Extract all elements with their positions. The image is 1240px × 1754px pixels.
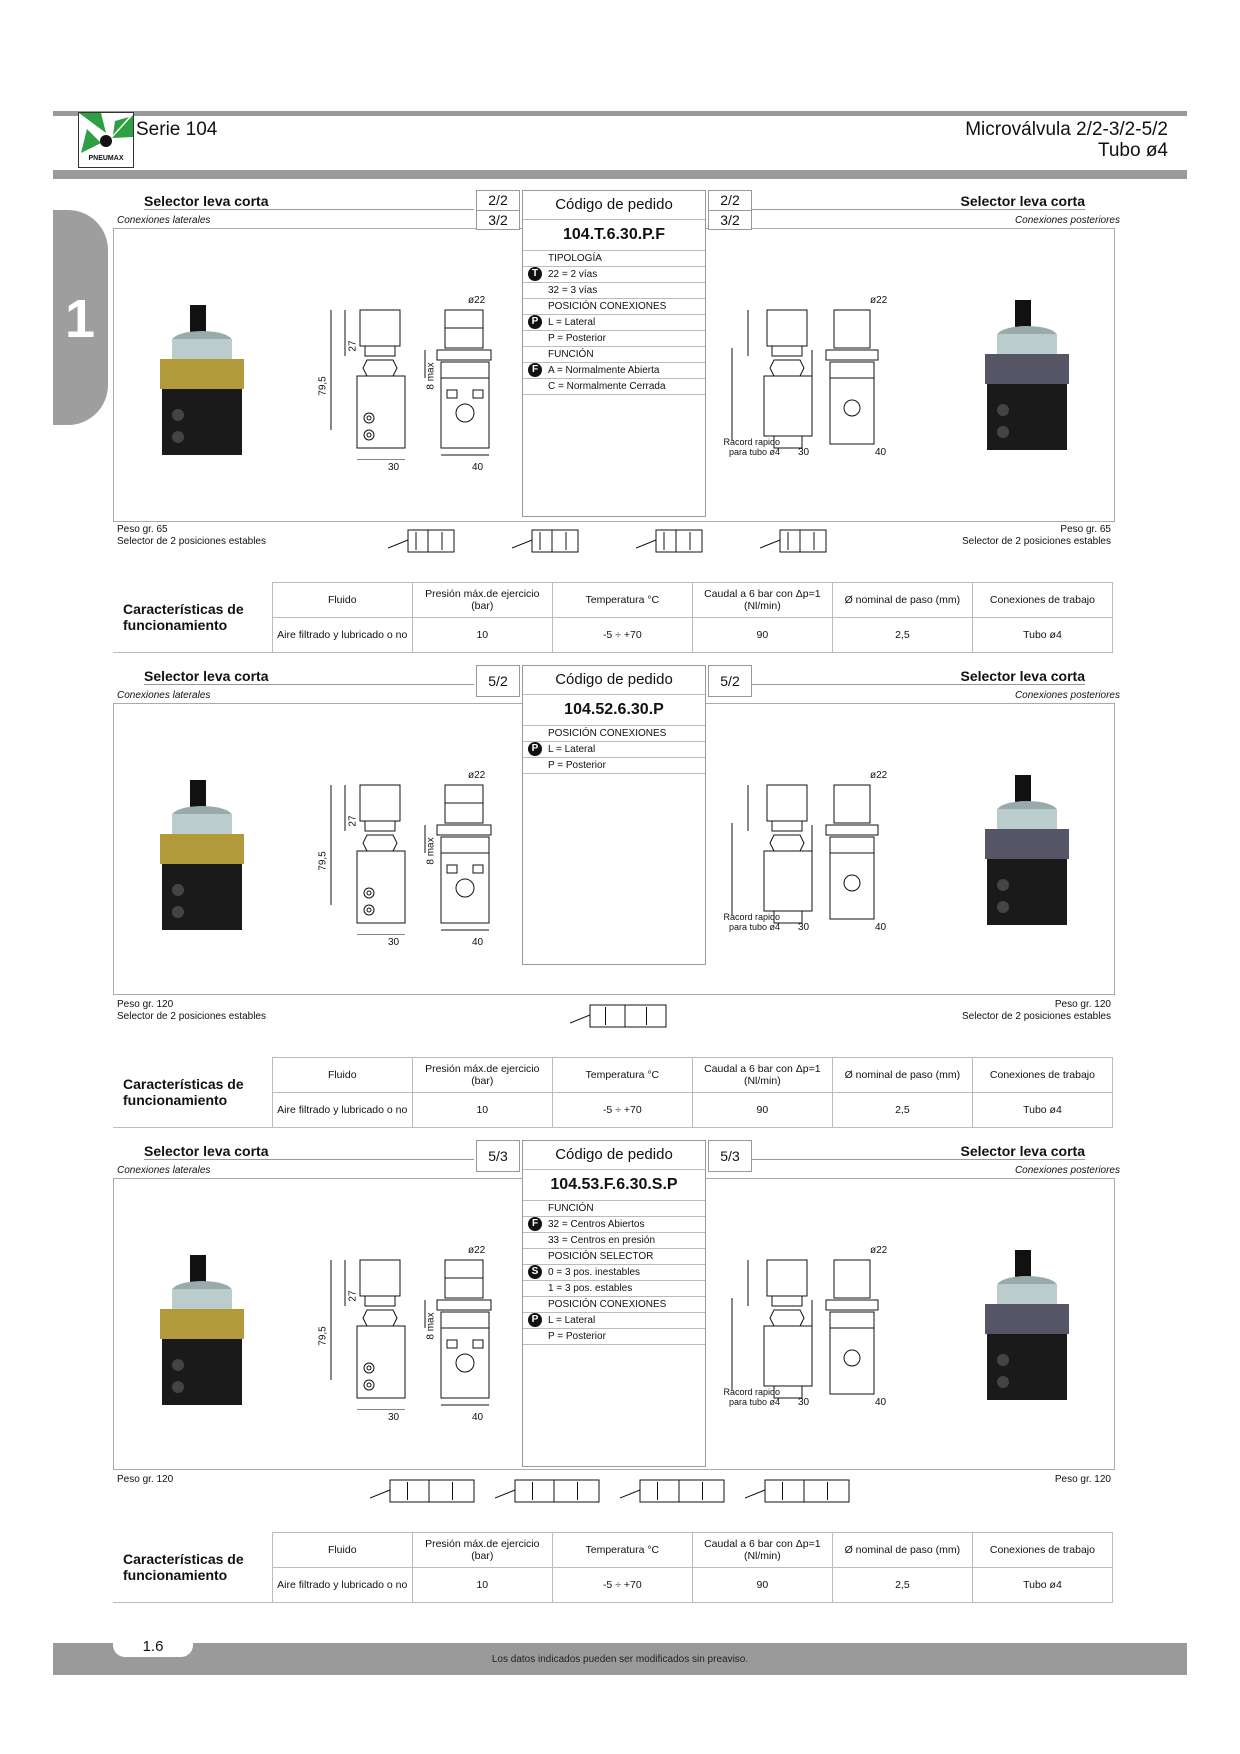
pneumatic-symbol: [388, 520, 468, 560]
option-marker: F: [528, 1217, 542, 1231]
code-option-row: [523, 742, 705, 758]
racord-note: Racord rapido para tubo ø4: [723, 437, 780, 457]
dim-diameter-right: ø22: [870, 295, 888, 306]
dim-max: 8 max: [425, 837, 437, 865]
specs-label: Características de funcionamiento: [113, 1533, 272, 1603]
racord-note: Racord rapido para tubo ø4: [723, 912, 780, 932]
chapter-tab[interactable]: [53, 210, 108, 425]
description-left: Selector de 2 posiciones estables: [117, 536, 266, 547]
code-option-text: 1 = 3 pos. estables: [548, 1283, 633, 1294]
code-option-text: 32 = Centros Abiertos: [548, 1219, 645, 1230]
code-option-text: 32 = 3 vías: [548, 285, 598, 296]
dim-diameter: ø22: [468, 770, 486, 781]
spec-header: Ø nominal de paso (mm): [832, 583, 972, 618]
weight-right: Peso gr. 65: [1060, 524, 1111, 535]
spec-value: Tubo ø4: [972, 1568, 1112, 1603]
dim-width-30-right: 30: [798, 447, 810, 458]
selector-title-right: Selector leva corta: [720, 1143, 1085, 1160]
spec-header: Presión máx.de ejercicio (bar): [412, 1533, 552, 1568]
code-option-text: POSICIÓN CONEXIONES: [548, 301, 667, 312]
code-option-text: FUNCIÓN: [548, 349, 594, 360]
ratio-right-a: 5/2: [720, 673, 740, 689]
option-marker: S: [528, 1265, 542, 1279]
product-photo-posterior: [975, 775, 1085, 935]
spec-value: -5 ÷ +70: [552, 1093, 692, 1128]
description-right: Selector de 2 posiciones estables: [962, 1011, 1111, 1022]
code-option-row: [523, 299, 705, 315]
code-option-row: [523, 315, 705, 331]
ratio-right-b: 3/2: [709, 210, 751, 230]
weight-right: Peso gr. 120: [1054, 1474, 1111, 1485]
selector-title-left: Selector leva corta: [144, 668, 474, 685]
product-photo-lateral: [150, 305, 260, 465]
ratio-left: [476, 665, 520, 697]
code-option-text: TIPOLOGÍA: [548, 253, 602, 264]
code-option-text: C = Normalmente Cerrada: [548, 381, 666, 392]
code-option-text: POSICIÓN CONEXIONES: [548, 1299, 667, 1310]
ratio-left-a: 5/3: [488, 1148, 508, 1164]
connections-right: Conexiones posteriores: [1014, 215, 1120, 226]
page-number: 1.6: [113, 1637, 193, 1657]
spec-header: Caudal a 6 bar con Δp=1 (Nl/min): [692, 1533, 832, 1568]
order-code-title: Código de pedido: [523, 666, 705, 695]
specs-label: Características de funcionamiento: [113, 583, 272, 653]
connections-left: Conexiones laterales: [117, 1165, 211, 1176]
dim-height-795: 79,5: [317, 376, 329, 396]
spec-value: 10: [412, 618, 552, 653]
pneumatic-symbol: [495, 1470, 613, 1510]
specs-table: [113, 1057, 1113, 1128]
product-photo-posterior: [975, 1250, 1085, 1410]
dimension-drawing-lateral: [305, 290, 505, 460]
code-option-row: [523, 267, 705, 283]
spec-value: 10: [412, 1568, 552, 1603]
code-option-text: L = Lateral: [548, 744, 596, 755]
product-title-line2: Tubo ø4: [1097, 140, 1168, 161]
code-option-text: P = Posterior: [548, 760, 606, 771]
dim-width-30-right: 30: [798, 1397, 810, 1408]
code-option-row: [523, 726, 705, 742]
code-option-row: [523, 379, 705, 395]
header-bottom-bar: [53, 170, 1187, 179]
spec-header: Ø nominal de paso (mm): [832, 1533, 972, 1568]
code-option-text: P = Posterior: [548, 333, 606, 344]
order-code-box: [522, 1140, 706, 1467]
spec-value: Aire filtrado y lubricado o no: [272, 1093, 412, 1128]
order-code-title: Código de pedido: [523, 191, 705, 220]
order-code-box: [522, 665, 706, 965]
selector-title-right: Selector leva corta: [720, 193, 1085, 210]
option-marker: P: [528, 742, 542, 756]
pneumatic-symbol: [760, 520, 840, 560]
weight-right: Peso gr. 120: [1054, 999, 1111, 1010]
spec-header: Ø nominal de paso (mm): [832, 1058, 972, 1093]
pneumatic-symbol: [570, 995, 680, 1035]
spec-value: Aire filtrado y lubricado o no: [272, 618, 412, 653]
order-code-value: 104.T.6.30.P.F: [523, 220, 705, 251]
dim-height-795: 79,5: [317, 1326, 329, 1346]
pneumatic-symbol: [745, 1470, 863, 1510]
specs-label: Características de funcionamiento: [113, 1058, 272, 1128]
code-option-row: [523, 363, 705, 379]
code-option-text: POSICIÓN CONEXIONES: [548, 728, 667, 739]
dim-width-30: 30: [388, 937, 400, 948]
dim-width-40: 40: [472, 937, 484, 948]
spec-header: Presión máx.de ejercicio (bar): [412, 583, 552, 618]
product-photo-posterior: [975, 300, 1085, 460]
code-option-text: 0 = 3 pos. inestables: [548, 1267, 641, 1278]
pneumatic-symbol: [620, 1470, 738, 1510]
spec-value: 90: [692, 1568, 832, 1603]
spec-value: 2,5: [832, 618, 972, 653]
spec-header: Caudal a 6 bar con Δp=1 (Nl/min): [692, 583, 832, 618]
code-option-text: POSICIÓN SELECTOR: [548, 1251, 654, 1262]
code-option-row: [523, 1281, 705, 1297]
dim-width-30: 30: [388, 1412, 400, 1423]
spec-header: Conexiones de trabajo: [972, 1533, 1112, 1568]
code-option-text: L = Lateral: [548, 317, 596, 328]
code-option-text: 22 = 2 vías: [548, 269, 598, 280]
code-option-text: FUNCIÓN: [548, 1203, 594, 1214]
code-option-row: [523, 758, 705, 774]
spec-value: 90: [692, 618, 832, 653]
option-marker: T: [528, 267, 542, 281]
ratio-left-a: 5/2: [488, 673, 508, 689]
spec-value: 2,5: [832, 1568, 972, 1603]
code-option-text: P = Posterior: [548, 1331, 606, 1342]
order-code-title: Código de pedido: [523, 1141, 705, 1170]
spec-header: Fluido: [272, 1058, 412, 1093]
product-photo-lateral: [150, 780, 260, 940]
option-marker: P: [528, 1313, 542, 1327]
code-option-row: [523, 1313, 705, 1329]
spec-value: -5 ÷ +70: [552, 1568, 692, 1603]
dimension-drawing-posterior: [712, 765, 882, 935]
code-option-row: [523, 283, 705, 299]
order-code-value: 104.53.F.6.30.S.P: [523, 1170, 705, 1201]
spec-header: Fluido: [272, 1533, 412, 1568]
specs-table: [113, 582, 1113, 653]
description-right: Selector de 2 posiciones estables: [962, 536, 1111, 547]
code-option-row: [523, 1233, 705, 1249]
dimension-drawing-lateral: [305, 1240, 505, 1410]
dim-width-40-right: 40: [875, 447, 887, 458]
ratio-right: [708, 1140, 752, 1172]
spec-header: Conexiones de trabajo: [972, 583, 1112, 618]
spec-header: Temperatura °C: [552, 1533, 692, 1568]
dim-height-27: 27: [347, 340, 359, 352]
order-code-box: [522, 190, 706, 517]
dimension-drawing-posterior: [712, 1240, 882, 1410]
pneumatic-symbol: [512, 520, 592, 560]
connections-right: Conexiones posteriores: [1014, 690, 1120, 701]
code-option-row: [523, 1201, 705, 1217]
spec-value: Tubo ø4: [972, 1093, 1112, 1128]
brand-logo: [78, 112, 134, 168]
weight-left: Peso gr. 65: [117, 524, 168, 535]
description-left: Selector de 2 posiciones estables: [117, 1011, 266, 1022]
pneumatic-symbol: [370, 1470, 488, 1510]
option-marker: P: [528, 315, 542, 329]
code-option-row: [523, 1329, 705, 1345]
connections-left: Conexiones laterales: [117, 690, 211, 701]
spec-value: -5 ÷ +70: [552, 618, 692, 653]
dim-width-30: 30: [388, 462, 400, 473]
ratio-left-a: 2/2: [488, 192, 508, 208]
ratio-left: [476, 190, 520, 230]
dim-diameter: ø22: [468, 295, 486, 306]
selector-title-right: Selector leva corta: [720, 668, 1085, 685]
code-option-text: L = Lateral: [548, 1315, 596, 1326]
code-option-text: 33 = Centros en presión: [548, 1235, 656, 1246]
spec-header: Presión máx.de ejercicio (bar): [412, 1058, 552, 1093]
dim-height-27: 27: [347, 1290, 359, 1302]
spec-value: 10: [412, 1093, 552, 1128]
racord-note: Racord rapido para tubo ø4: [723, 1387, 780, 1407]
spec-header: Fluido: [272, 583, 412, 618]
pneumatic-symbol: [636, 520, 716, 560]
ratio-right: [708, 190, 752, 230]
dim-width-40: 40: [472, 462, 484, 473]
product-title-line1: Microválvula 2/2-3/2-5/2: [965, 119, 1168, 140]
code-option-row: [523, 347, 705, 363]
order-code-value: 104.52.6.30.P: [523, 695, 705, 726]
option-marker: F: [528, 363, 542, 377]
spec-value: Aire filtrado y lubricado o no: [272, 1568, 412, 1603]
code-option-row: [523, 331, 705, 347]
dimension-drawing-lateral: [305, 765, 505, 935]
ratio-left-b: 3/2: [477, 210, 519, 230]
series-title: Serie 104: [136, 119, 218, 140]
spec-value: 2,5: [832, 1093, 972, 1128]
chapter-number: 1: [65, 289, 96, 349]
dimension-drawing-posterior: [712, 290, 882, 460]
code-option-row: [523, 1249, 705, 1265]
selector-title-left: Selector leva corta: [144, 193, 474, 210]
spec-header: Conexiones de trabajo: [972, 1058, 1112, 1093]
spec-header: Temperatura °C: [552, 1058, 692, 1093]
code-option-row: [523, 251, 705, 267]
dim-max: 8 max: [425, 1312, 437, 1340]
weight-left: Peso gr. 120: [117, 999, 174, 1010]
dim-width-40-right: 40: [875, 1397, 887, 1408]
code-option-row: [523, 1217, 705, 1233]
dim-diameter: ø22: [468, 1245, 486, 1256]
weight-left: Peso gr. 120: [117, 1474, 174, 1485]
product-photo-lateral: [150, 1255, 260, 1415]
ratio-right-a: 2/2: [720, 192, 740, 208]
ratio-right-a: 5/3: [720, 1148, 740, 1164]
footer-note: Los datos indicados pueden ser modificados sin preaviso.: [491, 1654, 749, 1665]
header-top-bar: [53, 111, 1187, 116]
dim-max: 8 max: [425, 362, 437, 390]
dim-height-795: 79,5: [317, 851, 329, 871]
dim-height-27: 27: [347, 815, 359, 827]
specs-table: [113, 1532, 1113, 1603]
logo-text: PNEUMAX: [88, 155, 124, 162]
selector-title-left: Selector leva corta: [144, 1143, 474, 1160]
code-option-text: A = Normalmente Abierta: [548, 365, 660, 376]
spec-header: Caudal a 6 bar con Δp=1 (Nl/min): [692, 1058, 832, 1093]
ratio-left: [476, 1140, 520, 1172]
ratio-right: [708, 665, 752, 697]
spec-value: Tubo ø4: [972, 618, 1112, 653]
dim-width-40-right: 40: [875, 922, 887, 933]
connections-left: Conexiones laterales: [117, 215, 211, 226]
dim-width-40: 40: [472, 1412, 484, 1423]
dim-width-30-right: 30: [798, 922, 810, 933]
connections-right: Conexiones posteriores: [1014, 1165, 1120, 1176]
code-option-row: [523, 1297, 705, 1313]
dim-diameter-right: ø22: [870, 770, 888, 781]
spec-header: Temperatura °C: [552, 583, 692, 618]
spec-value: 90: [692, 1093, 832, 1128]
dim-diameter-right: ø22: [870, 1245, 888, 1256]
code-option-row: [523, 1265, 705, 1281]
